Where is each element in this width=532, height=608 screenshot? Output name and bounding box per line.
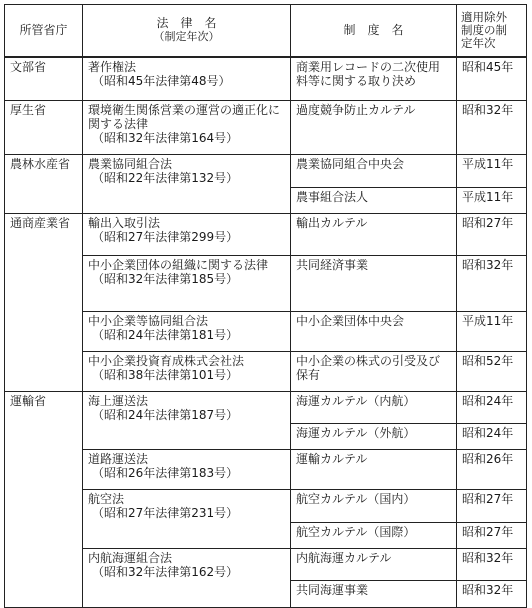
ministry-cell — [5, 187, 83, 213]
year-cell: 昭和24年 — [457, 391, 527, 424]
law-name: 農業協同組合法 — [88, 157, 173, 171]
header-exempt-line3: 定年次 — [461, 35, 496, 50]
law-cell — [83, 213, 291, 255]
exemption-table — [4, 4, 527, 608]
table-row — [5, 187, 527, 213]
law-cell — [83, 57, 291, 101]
year-cell: 昭和24年 — [457, 424, 527, 450]
law-cell — [83, 548, 291, 581]
year-cell: 昭和32年 — [457, 548, 527, 581]
law-number: （昭和32年法律第185号） — [92, 271, 239, 286]
law-number: （昭和22年法律第132号） — [92, 171, 239, 185]
law-cell — [83, 351, 291, 391]
law-name: 輸出入取引法 — [88, 215, 161, 230]
law-number: （昭和32年法律第162号） — [92, 564, 239, 579]
law-number: （昭和26年法律第183号） — [92, 466, 239, 480]
table-row — [5, 311, 527, 351]
ministry-cell — [5, 581, 83, 608]
law-name: 著作権法 — [88, 59, 137, 74]
year-cell: 昭和32年 — [457, 101, 527, 155]
law-number: （昭和38年法律第101号） — [92, 367, 239, 382]
ministry-cell: 運輸省 — [5, 391, 83, 424]
system-cell: 農事組合法人 — [291, 187, 457, 213]
year-cell: 昭和45年 — [457, 57, 527, 101]
law-cell — [83, 155, 291, 188]
law-name: 中小企業等協同組合法 — [88, 313, 209, 328]
table-row — [5, 255, 527, 311]
header-exempt-line2: 制度の制 — [461, 22, 507, 37]
ministry-cell — [5, 450, 83, 490]
table-row — [5, 522, 527, 548]
law-name: 内航海運組合法 — [88, 550, 173, 565]
ministry-cell — [5, 522, 83, 548]
system-cell: 商業用レコードの二次使用料等に関する取り決め — [291, 57, 457, 101]
header-law-title: 法 律 名 — [156, 16, 217, 31]
table-row — [5, 548, 527, 581]
system-cell: 中小企業の株式の引受及び保有 — [291, 351, 457, 391]
system-cell: 共同経済事業 — [291, 255, 457, 311]
law-cell — [83, 522, 291, 548]
system-cell: 内航海運カルテル — [291, 548, 457, 581]
law-number: （昭和45年法律第48号） — [92, 73, 231, 88]
law-cell — [83, 101, 291, 155]
system-cell: 農業協同組合中央会 — [291, 155, 457, 188]
law-name: 海上運送法 — [88, 393, 149, 408]
header-law-sub: （制定年次） — [153, 30, 220, 44]
ministry-cell: 文部省 — [5, 57, 83, 101]
law-cell — [83, 581, 291, 608]
law-number: （昭和32年法律第164号） — [92, 131, 239, 145]
system-cell: 海運カルテル（外航） — [291, 424, 457, 450]
table-row — [5, 581, 527, 608]
year-cell: 平成11年 — [457, 311, 527, 351]
ministry-cell — [5, 255, 83, 311]
law-name: 航空法 — [88, 492, 125, 506]
table-row — [5, 391, 527, 424]
table-row — [5, 490, 527, 523]
system-cell: 中小企業団体中央会 — [291, 311, 457, 351]
ministry-cell — [5, 548, 83, 581]
table-row — [5, 101, 527, 155]
year-cell: 昭和32年 — [457, 581, 527, 608]
system-cell: 運輸カルテル — [291, 450, 457, 490]
year-cell: 昭和27年 — [457, 490, 527, 523]
header-exempt-year — [457, 5, 527, 57]
table-row — [5, 155, 527, 188]
table-header-row — [5, 5, 527, 57]
law-name: 中小企業投資育成株式会社法 — [88, 353, 245, 368]
law-cell — [83, 424, 291, 450]
table-row — [5, 213, 527, 255]
table-row — [5, 450, 527, 490]
system-cell: 輸出カルテル — [291, 213, 457, 255]
year-cell: 昭和27年 — [457, 213, 527, 255]
year-cell: 昭和26年 — [457, 450, 527, 490]
system-cell: 航空カルテル（国内） — [291, 490, 457, 523]
law-cell — [83, 490, 291, 523]
law-name: 環境衛生関係営業の運営の適正化に関する法律 — [88, 103, 281, 131]
year-cell: 平成11年 — [457, 187, 527, 213]
law-cell — [83, 391, 291, 424]
ministry-cell — [5, 424, 83, 450]
system-cell: 共同海運事業 — [291, 581, 457, 608]
law-number: （昭和27年法律第299号） — [92, 229, 239, 244]
ministry-cell — [5, 490, 83, 523]
header-ministry: 所管省庁 — [5, 5, 83, 57]
ministry-cell: 厚生省 — [5, 101, 83, 155]
law-cell — [83, 187, 291, 213]
law-cell — [83, 311, 291, 351]
year-cell: 昭和52年 — [457, 351, 527, 391]
system-cell: 海運カルテル（内航） — [291, 391, 457, 424]
ministry-cell — [5, 351, 83, 391]
law-cell — [83, 255, 291, 311]
ministry-cell: 農林水産省 — [5, 155, 83, 188]
year-cell: 昭和27年 — [457, 522, 527, 548]
table-row — [5, 424, 527, 450]
system-cell: 航空カルテル（国際） — [291, 522, 457, 548]
law-number: （昭和24年法律第181号） — [92, 327, 239, 342]
header-system: 制 度 名 — [291, 5, 457, 57]
law-number: （昭和27年法律第231号） — [92, 506, 239, 520]
law-number: （昭和24年法律第187号） — [92, 407, 239, 422]
system-cell: 過度競争防止カルテル — [291, 101, 457, 155]
ministry-cell — [5, 311, 83, 351]
law-name: 道路運送法 — [88, 452, 149, 466]
year-cell: 平成11年 — [457, 155, 527, 188]
header-exempt-line1: 適用除外 — [461, 9, 507, 24]
year-cell: 昭和32年 — [457, 255, 527, 311]
table-row — [5, 57, 527, 101]
ministry-cell: 通商産業省 — [5, 213, 83, 255]
law-cell — [83, 450, 291, 490]
table-row — [5, 351, 527, 391]
law-name: 中小企業団体の組織に関する法律 — [88, 257, 269, 272]
header-law — [83, 5, 291, 57]
